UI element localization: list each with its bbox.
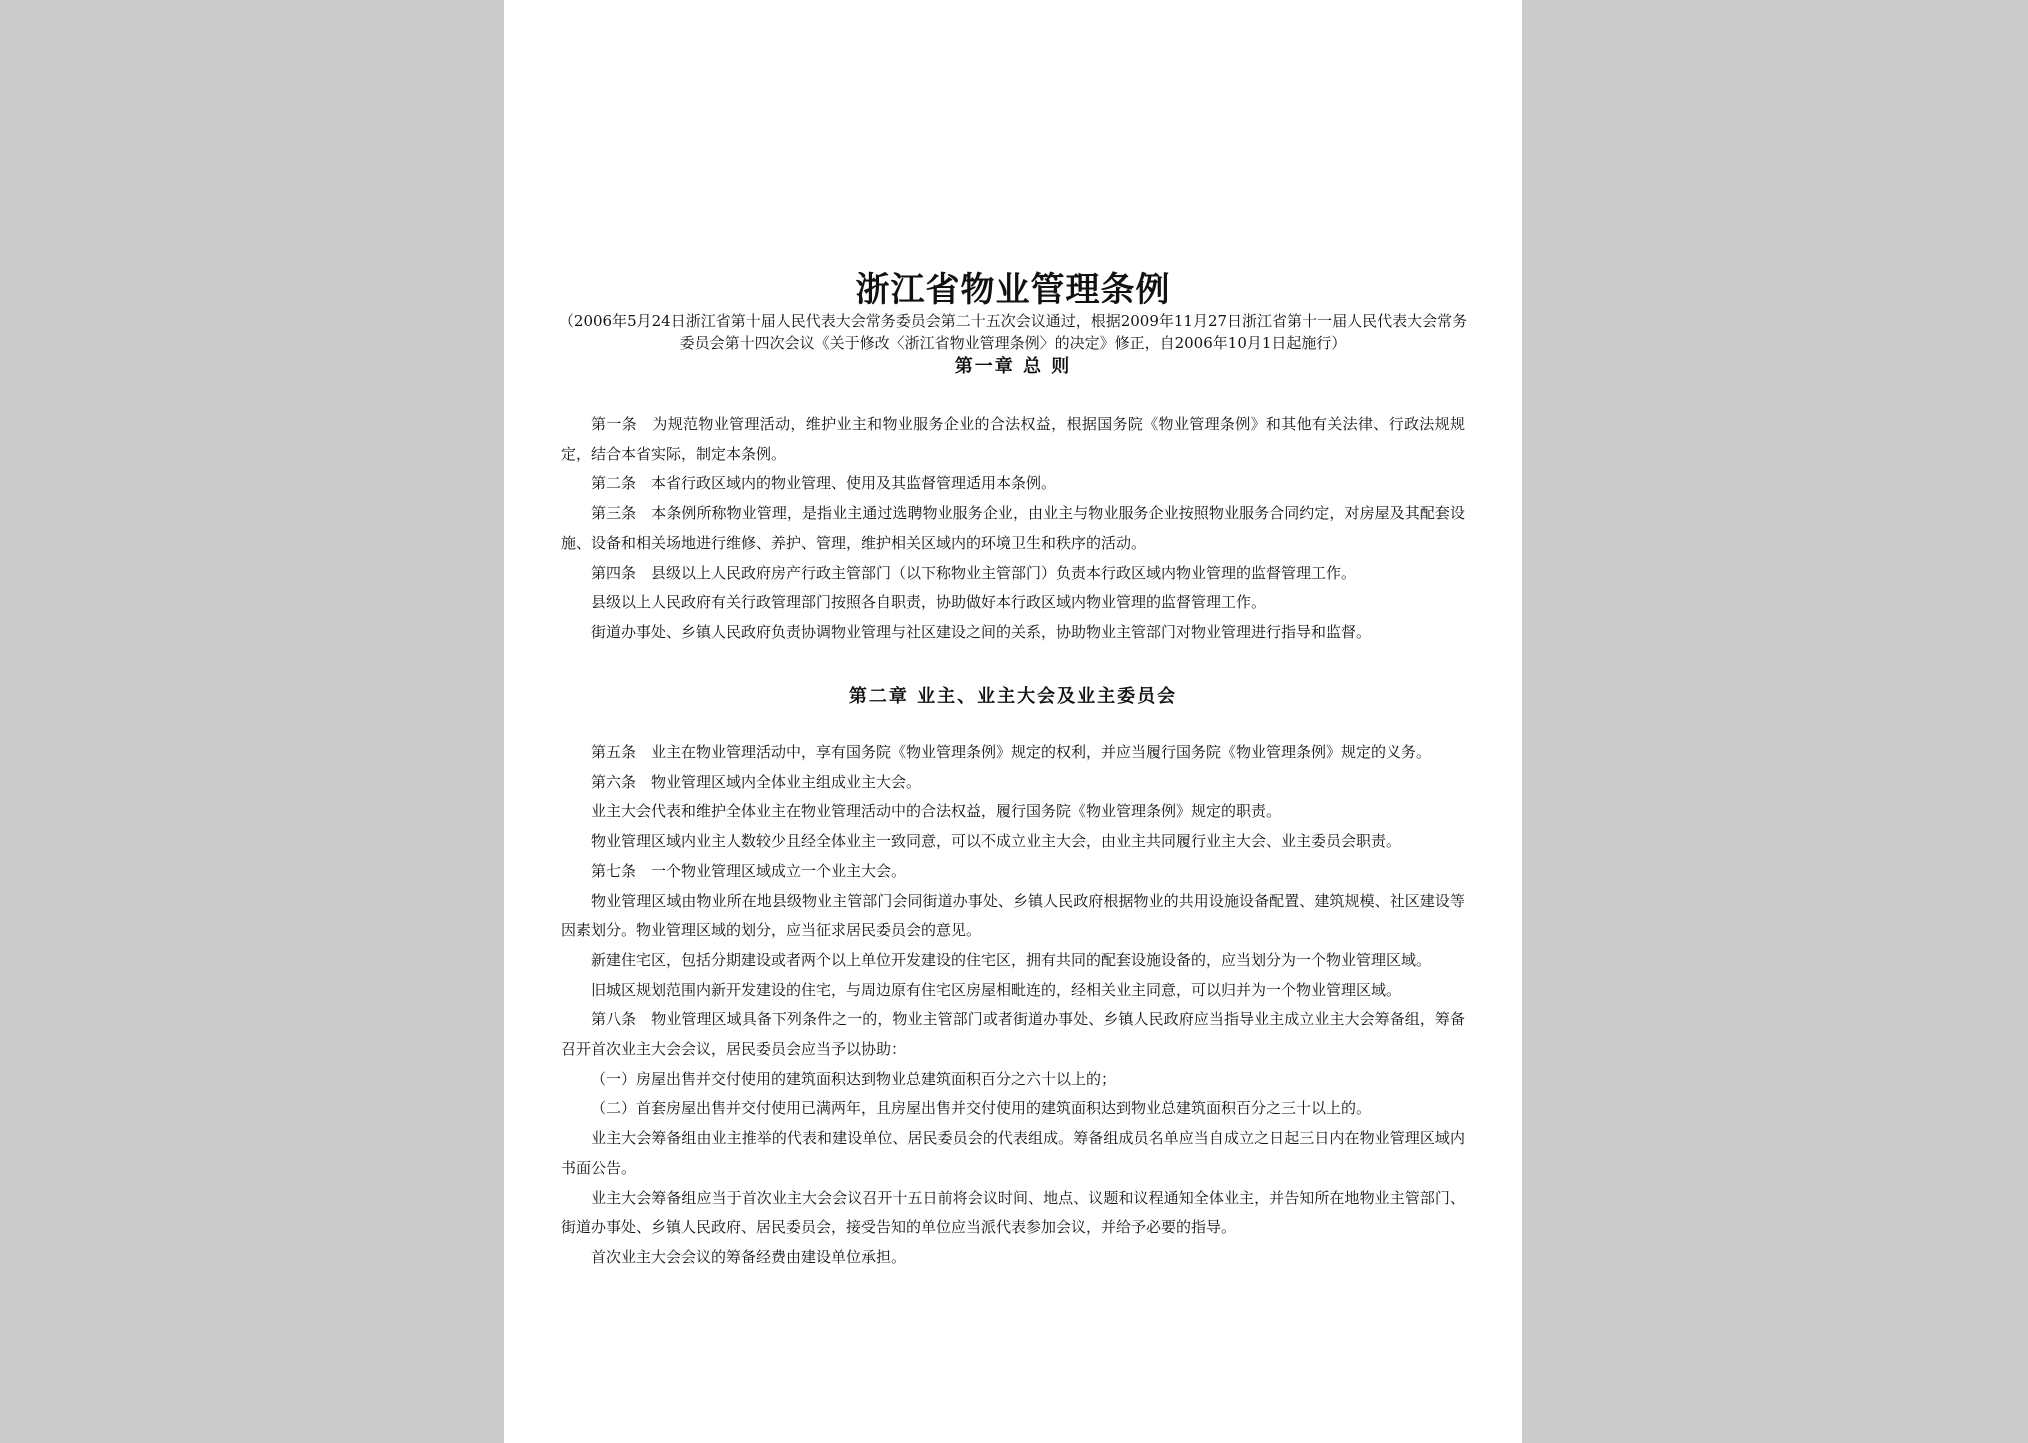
paragraph: 旧城区规划范围内新开发建设的住宅，与周边原有住宅区房屋相毗连的，经相关业主同意，可以归并为一个物业管理区域。 (591, 980, 1402, 999)
paragraph: 第四条 县级以上人民政府房产行政主管部门（以下称物业主管部门）负责本行政区域内物业管理的监督管理工作。 (591, 563, 1357, 582)
paragraph: 第八条 物业管理区域具备下列条件之一的，物业主管部门或者街道办事处、乡镇人民政府应当指导业主成立业主大会筹备组，筹备召开首次业主大会会议，居民委员会应当予以协助： (561, 1010, 1465, 1059)
chapter-1-body (561, 410, 1465, 648)
paragraph: 第六条 物业管理区域内全体业主组成业主大会。 (591, 772, 922, 791)
paragraph: 业主大会筹备组应当于首次业主大会会议召开十五日前将会议时间、地点、议题和议程通知全体业主，并告知所在地物业主管部门、街道办事处、乡镇人民政府、居民委员会，接受告知的单位应当派代表参加会议，并给予必要的指导。 (561, 1188, 1465, 1237)
paragraph: 第一条 为规范物业管理活动，维护业主和物业服务企业的合法权益，根据国务院《物业管理条例》和其他有关法律、行政法规规定，结合本省实际，制定本条例。 (561, 415, 1465, 463)
paragraph: 物业管理区域由物业所在地县级物业主管部门会同街道办事处、乡镇人民政府根据物业的共用设施设备配置、建筑规模、社区建设等因素划分。物业管理区域的划分，应当征求居民委员会的意见。 (561, 891, 1465, 940)
paragraph: 街道办事处、乡镇人民政府负责协调物业管理与社区建设之间的关系，协助物业主管部门对物业管理进行指导和监督。 (591, 622, 1372, 641)
document-title: 浙江省物业管理条例 (855, 270, 1171, 310)
paragraph: 新建住宅区，包括分期建设或者两个以上单位开发建设的住宅区，拥有共同的配套设施设备的，应当划分为一个物业管理区域。 (591, 950, 1432, 969)
paragraph: 第五条 业主在物业管理活动中，享有国务院《物业管理条例》规定的权利，并应当履行国务院《物业管理条例》规定的义务。 (591, 743, 1432, 761)
paragraph: （一）房屋出售并交付使用的建筑面积达到物业总建筑面积百分之六十以上的； (591, 1069, 1117, 1088)
paragraph: 首次业主大会会议的筹备经费由建设单位承担。 (591, 1247, 907, 1266)
paragraph: 业主大会筹备组由业主推举的代表和建设单位、居民委员会的代表组成。筹备组成员名单应当自成立之日起三日内在物业管理区域内书面公告。 (561, 1129, 1465, 1177)
paragraph: 县级以上人民政府有关行政管理部门按照各自职责，协助做好本行政区域内物业管理的监督管理工作。 (591, 593, 1267, 612)
document-subtitle: （2006年5月24日浙江省第十届人民代表大会常务委员会第二十五次会议通过，根据2009年11月27日浙江省第十一届人民代表大会常务委员会第十四次会议《关于修改〈浙江省物业管理条例〉的决定》修正，自2006年10月1日起施行） (558, 312, 1468, 352)
paragraph: 第七条 一个物业管理区域成立一个业主大会。 (591, 861, 907, 880)
paragraph: 第三条 本条例所称物业管理，是指业主通过选聘物业服务企业，由业主与物业服务企业按照物业服务合同约定，对房屋及其配套设施、设备和相关场地进行维修、养护、管理，维护相关区域内的环境卫生和秩序的活动。 (561, 504, 1465, 552)
document-page (504, 0, 1522, 1443)
chapter-2-heading: 第二章 业主、业主大会及业主委员会 (848, 686, 1178, 707)
paragraph: （二）首套房屋出售并交付使用已满两年，且房屋出售并交付使用的建筑面积达到物业总建筑面积百分之三十以上的。 (591, 1099, 1372, 1118)
paragraph: 物业管理区域内业主人数较少且经全体业主一致同意，可以不成立业主大会，由业主共同履行业主大会、业主委员会职责。 (591, 832, 1402, 851)
paragraph: 第二条 本省行政区域内的物业管理、使用及其监督管理适用本条例。 (591, 474, 1057, 493)
chapter-2-body (561, 738, 1465, 1273)
chapter-1-heading: 第一章 总 则 (954, 356, 1072, 377)
paragraph: 业主大会代表和维护全体业主在物业管理活动中的合法权益，履行国务院《物业管理条例》规定的职责。 (591, 802, 1282, 821)
